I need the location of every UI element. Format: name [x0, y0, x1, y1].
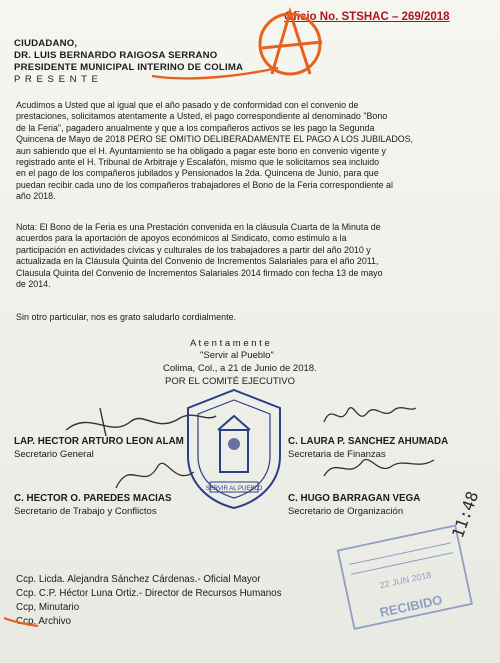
text-line: participación en actividades cívicas y culturales de los trabajadores a partir del año 2010 y: [16, 244, 371, 255]
recipient-presente: P R E S E N T E: [14, 74, 99, 85]
text-line: actualizada en la Cláusula Quinta del Convenio de Incrementos Salariales para el año 2011,: [16, 256, 379, 267]
stamp-received-label: RECIBIDO: [378, 592, 444, 620]
signatory-name: C. HECTOR O. PAREDES MACIAS: [14, 493, 172, 504]
cc-line: Ccp. Licda. Alejandra Sánchez Cárdenas.- Oficial Mayor: [16, 574, 261, 585]
atentamente: A t e n t a m e n t e: [190, 338, 270, 349]
signatory-role: Secretario de Organización: [288, 506, 404, 517]
recipient-salutation: CIUDADANO,: [14, 38, 78, 49]
cc-line: Ccp, Minutario: [16, 602, 80, 613]
received-time: 11:48: [448, 488, 483, 541]
orange-strike-mark: [2, 612, 42, 632]
closing-sentence: Sin otro particular, nos es grato saludarlo cordialmente.: [16, 312, 237, 322]
text-line: aun sabiendo que el H. Ayuntamiento se ha obligado a pagar este bono en convenio vigente y: [16, 145, 386, 156]
text-line: Acudimos a Usted que al igual que el año pasado y de conformidad con el convenio de: [16, 100, 359, 110]
signatory-role: Secretaria de Finanzas: [288, 449, 386, 460]
recipient-title: PRESIDENTE MUNICIPAL INTERINO DE COLIMA: [14, 62, 244, 73]
recipient-name: DR. LUIS BERNARDO RAIGOSA SERRANO: [14, 50, 218, 61]
text-line: acuerdos para la aportación de apoyos económicos al Sindicato, como estimulo a la: [16, 233, 347, 244]
text-line: prestaciones, solicitamos atentamente a Usted, el pago correspondiente al denominado "Bono: [16, 111, 388, 122]
committee-line: POR EL COMITÉ EJECUTIVO: [165, 376, 296, 387]
text-line: año 2018.: [16, 191, 56, 202]
date-place: Colima, Col., a 21 de Junio de 2018.: [163, 363, 317, 374]
body-paragraph-note: [16, 222, 492, 290]
cc-line: Ccp. Archivo: [16, 616, 71, 627]
motto: "Servir al Pueblo": [200, 350, 274, 361]
text-line: de 2014.: [16, 279, 51, 290]
text-line: en el pago de los compañeros jubilados y Pensionados la 2da. Quincena de Junio, para que: [16, 168, 379, 179]
signatory-name: C. LAURA P. SANCHEZ AHUMADA: [288, 436, 449, 447]
signatory-role: Secretario de Trabajo y Conflictos: [14, 506, 157, 517]
signatory-name: LAP. HECTOR ARTURO LEON ALAM: [14, 436, 184, 447]
signature-paredes: [110, 452, 200, 494]
text-line: de la Feria", pagadero anualmente y que a los compañeros activos se les pago la Segunda: [16, 122, 375, 133]
signatory-name: C. HUGO BARRAGAN VEGA: [288, 493, 421, 504]
signature-sanchez: [318, 398, 418, 432]
text-line: Nota: El Bono de la Feria es una Prestación convenida en la cláusula Cuarta de la Minuta de: [16, 222, 381, 232]
seal-motto: SERVIR AL PUEBLO: [205, 486, 263, 492]
cc-line: Ccp. C.P. Héctor Luna Ortiz.- Director de Recursos Humanos: [16, 588, 282, 599]
text-line: registrado ante el H. Tribunal de Arbitraje y Escalafón, mismo que le solicitamos sea incluido: [16, 157, 380, 168]
text-line: Quincena de Mayo de 2018 PERO SE OMITIO DELIBERADAMENTE EL PAGO A LOS JUBILADOS,: [16, 134, 414, 145]
signatory-role: Secretario General: [14, 449, 94, 460]
signature-leon: [60, 400, 220, 440]
stamp-date: 22 JUN 2018: [378, 569, 433, 591]
text-line: Clausula Quinta del Convenio de Incrementos Salariales 2014 firmado con fecha 13 de mayo: [16, 267, 383, 278]
text-line: puedan recibir cada uno de los compañeros trabajadores el Bono de la Feria correspondiente al: [16, 179, 393, 190]
body-paragraph-1: [16, 100, 492, 203]
oficio-number: Oficio No. STSHAC – 269/2018: [284, 11, 450, 23]
